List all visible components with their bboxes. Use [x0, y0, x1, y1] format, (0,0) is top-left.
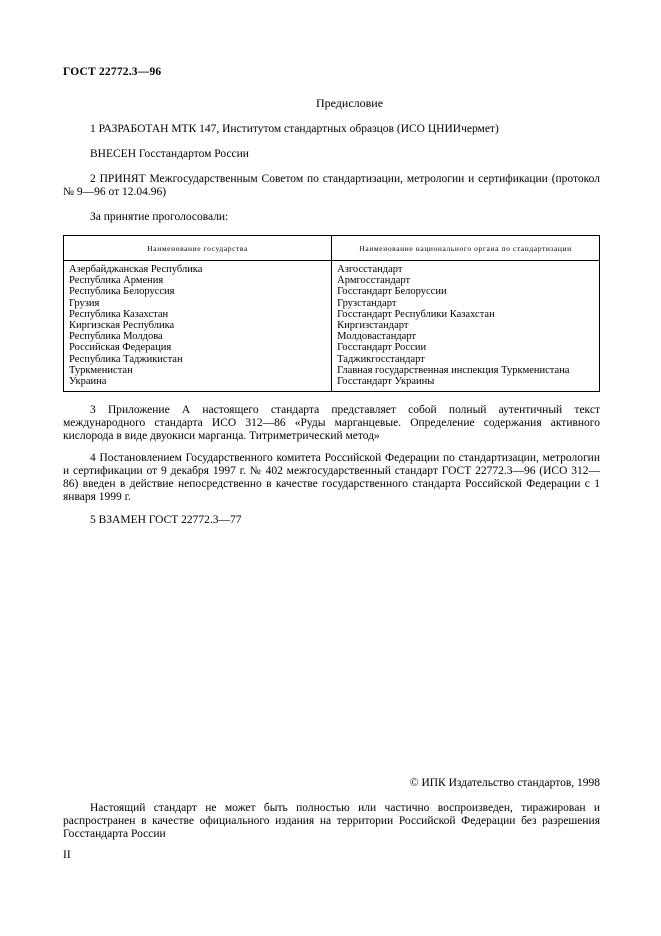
standards-body-name: Азгосстандарт: [337, 264, 403, 275]
standard-id-header: ГОСТ 22772.3—96: [63, 66, 162, 78]
paragraph-voted-for: За принятие проголосовали:: [90, 211, 229, 223]
paragraph-annex-a: 3 Приложение А настоящего стандарта представляет собой полный аутентичный текст международного стандарта ИСО 312—86 «Руды марганцевые. Определение содержания активного кислорода в виде двуокиси марганца. Титриметрический метод»: [63, 404, 600, 442]
state-name: Российская Федерация: [69, 342, 172, 354]
paragraph-introduced-by: ВНЕСЕН Госстандартом России: [90, 148, 249, 160]
standards-body-name: Армгосстандарт: [337, 275, 411, 287]
standards-body-name: Госстандарт Белоруссии: [337, 286, 447, 298]
copyright-line: © ИПК Издательство стандартов, 1998: [409, 777, 600, 789]
state-name: Туркменистан: [69, 364, 133, 376]
state-name: Республика Белоруссия: [69, 286, 175, 298]
state-name: Киргизская Республика: [69, 320, 175, 332]
state-name: Азербайджанская Республика: [69, 264, 203, 275]
state-name: Республика Армения: [69, 275, 164, 287]
standards-body-name: Грузстандарт: [337, 297, 397, 309]
voting-states-table: [63, 235, 600, 392]
paragraph-developed-by: 1 РАЗРАБОТАН МТК 147, Институтом стандартных образцов (ИСО ЦНИИчермет): [90, 123, 499, 135]
state-name: Республика Казахстан: [69, 308, 169, 320]
section-title: Предисловие: [315, 96, 384, 110]
paragraph-adopted-by: 2 ПРИНЯТ Межгосударственным Советом по стандартизации, метрологии и сертификации (протокол № 9—96 от 12.04.96): [63, 173, 600, 198]
state-name: Украина: [69, 376, 107, 388]
standards-body-name: Госстандарт Республики Казахстан: [337, 308, 495, 320]
standards-body-name: Госстандарт России: [337, 342, 427, 354]
table-row: [64, 261, 600, 392]
state-name: Грузия: [69, 297, 100, 309]
bodies-cell: [332, 261, 600, 392]
states-cell: [64, 261, 332, 392]
paragraph-resolution: 4 Постановлением Государственного комитета Российской Федерации по стандартизации, метрологии и сертификации от 9 декабря 1997 г. № 402 межгосударственный стандарт ГОСТ 22772.3—96 (ИСО 312—86) введен в действие непосредственно в качестве государственного стандарта Российской Федерации с 1 января 1999 г.: [63, 452, 600, 503]
column-header-standards-body: Наименование национального органа по стандартизации: [332, 236, 600, 261]
state-name: Республика Молдова: [69, 331, 163, 343]
state-name: Республика Таджикистан: [69, 353, 183, 365]
standards-body-name: Госстандарт Украины: [337, 376, 435, 388]
paragraph-replaces: 5 ВЗАМЕН ГОСТ 22772.3—77: [90, 514, 242, 526]
standards-body-name: Киргизстандарт: [337, 320, 409, 332]
standards-body-name: Молдовастандарт: [337, 331, 417, 343]
column-header-state: Наименование государства: [64, 236, 332, 261]
reproduction-notice: Настоящий стандарт не может быть полностью или частично воспроизведен, тиражирован и распространен в качестве официального издания на территории Российской Федерации без разрешения Госстандарта России: [63, 802, 600, 840]
standards-body-name: Таджикгосстандарт: [337, 353, 425, 365]
table-header-row: [64, 236, 600, 261]
page-number: II: [63, 849, 71, 861]
standards-body-name: Главная государственная инспекция Туркменистана: [337, 364, 570, 376]
